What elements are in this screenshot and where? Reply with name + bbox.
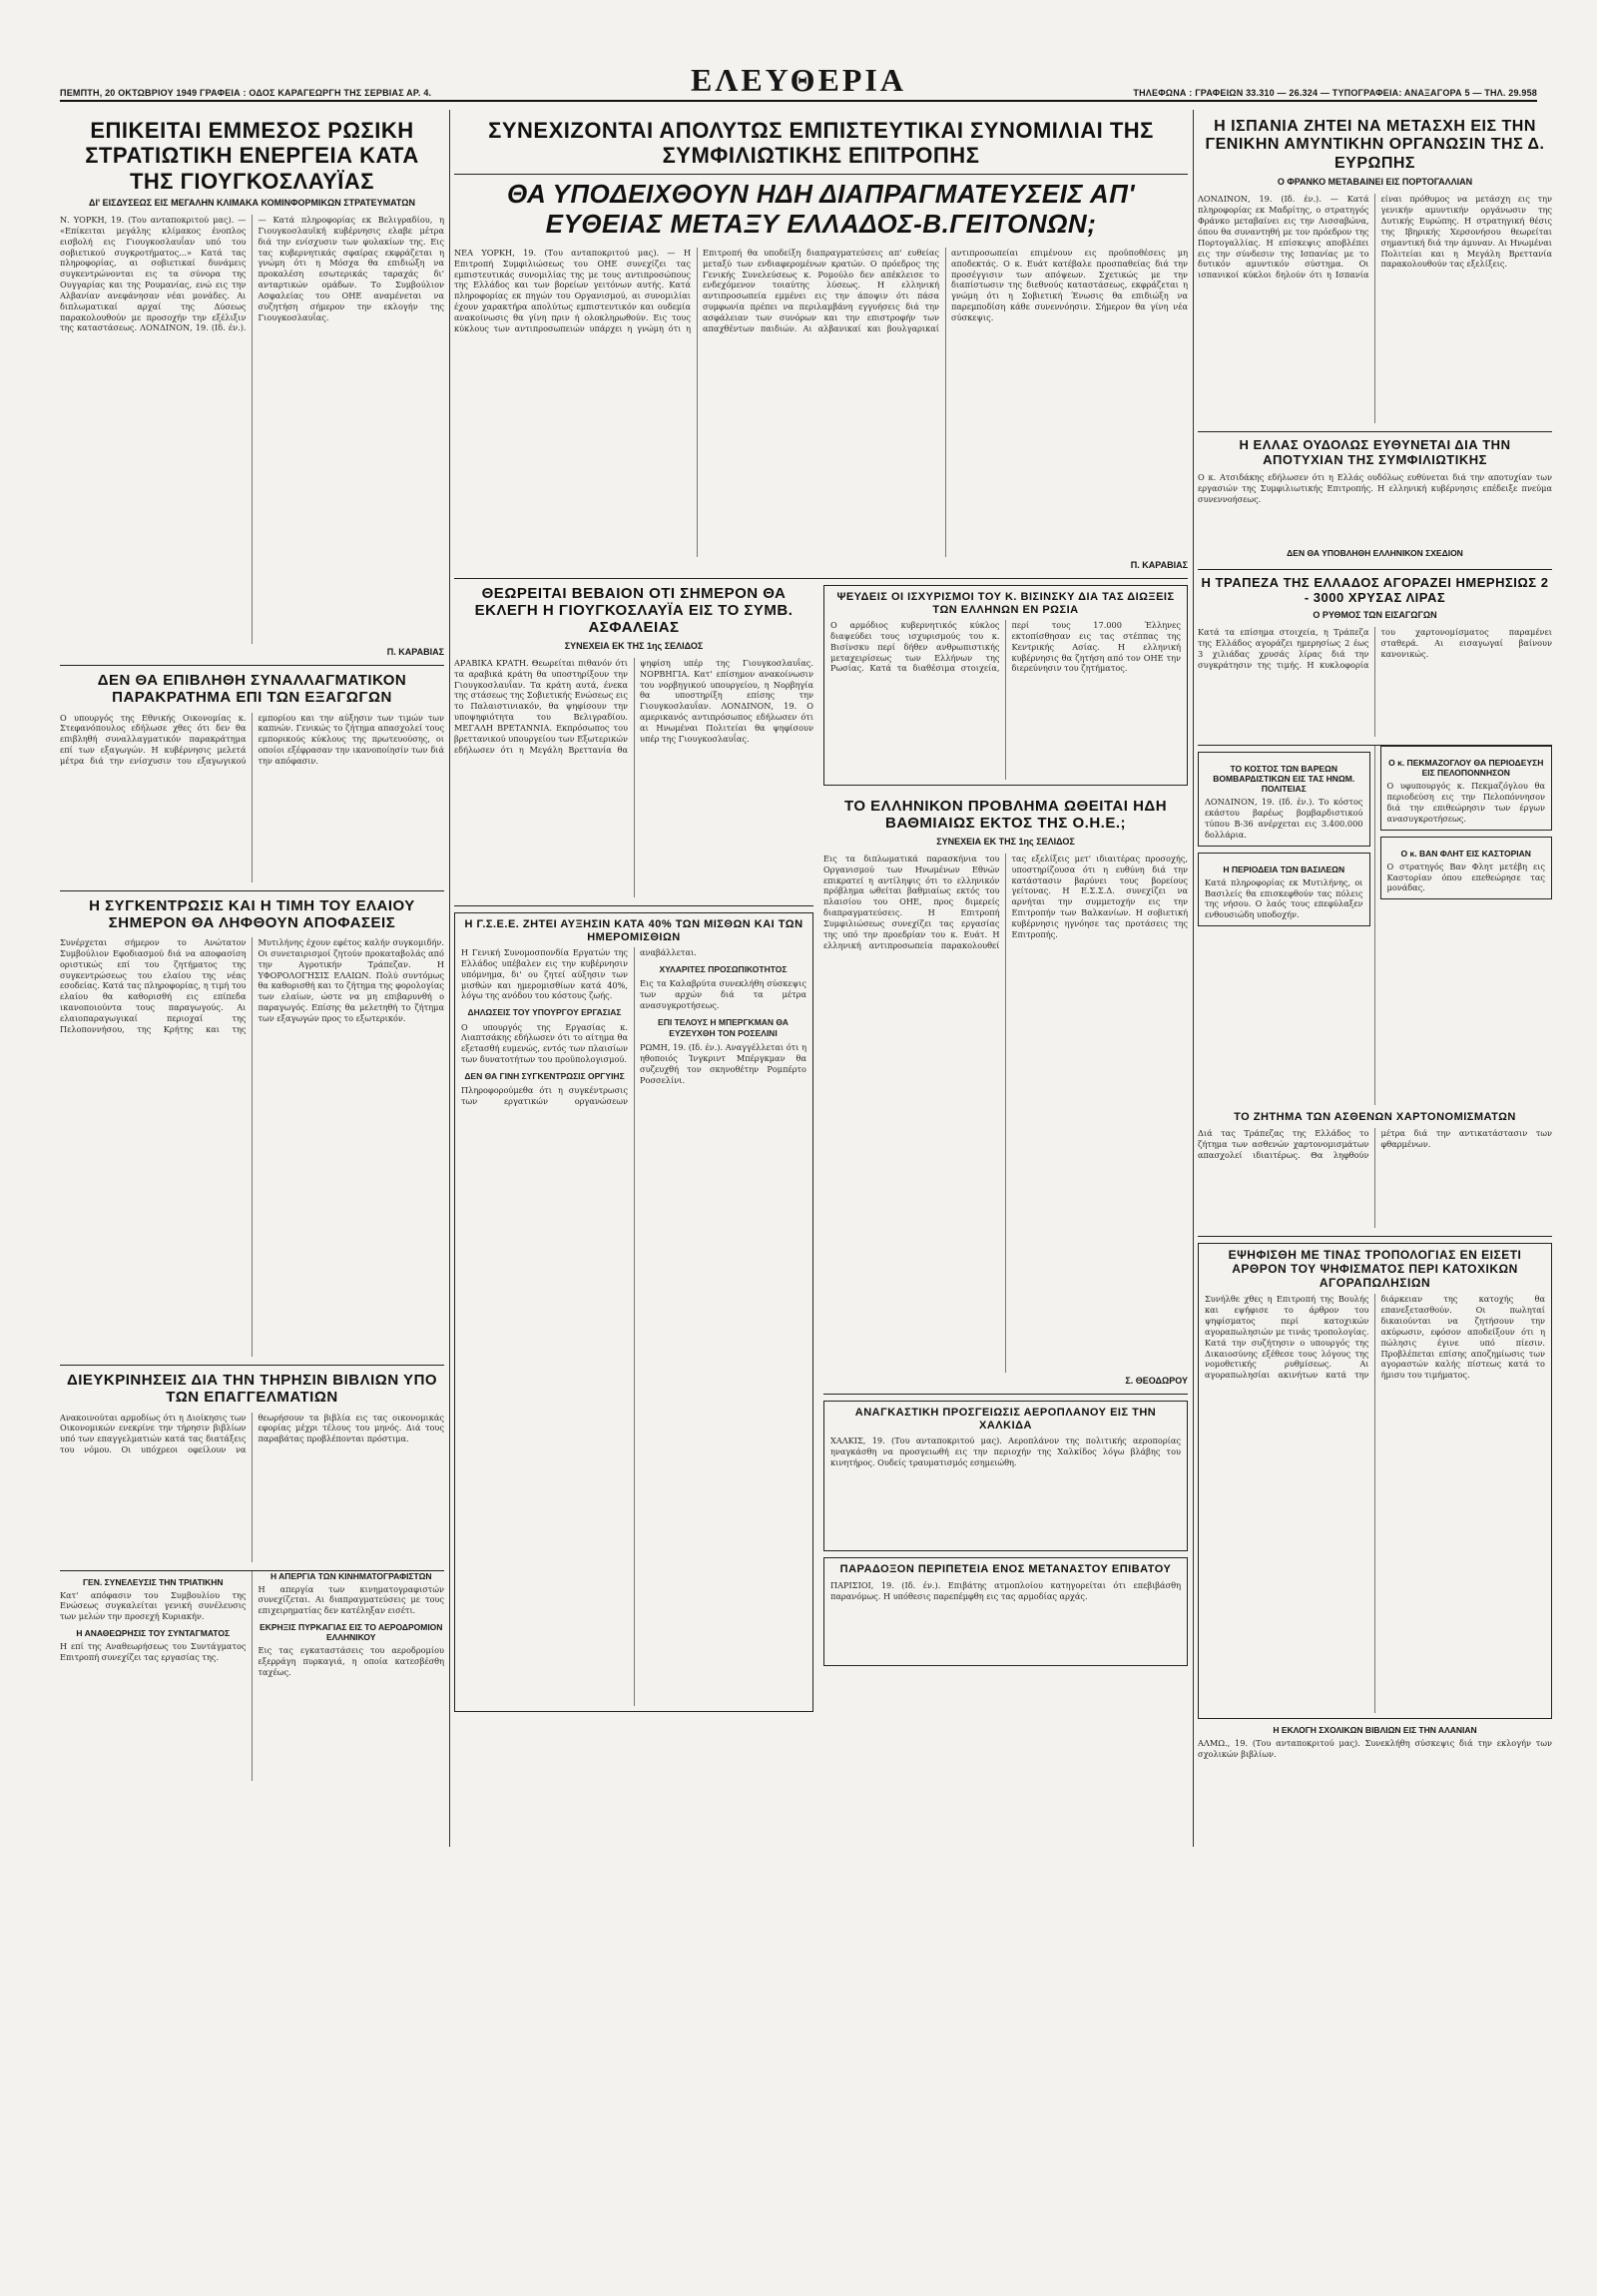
article-body: Ο στρατηγός Βαν Φλητ μετέβη εις Καστορίαν όπου επεθεώρησε τας μονάδας.: [1386, 861, 1545, 893]
article-headline: ΔΙΕΥΚΡΙΝΗΣΕΙΣ ΔΙΑ ΤΗΝ ΤΗΡΗΣΙΝ ΒΙΒΛΙΩΝ ΥΠΟ ΤΩΝ ΕΠΑΓΓΕΛΜΑΤΙΩΝ: [66, 1372, 438, 1407]
article-headline: ΠΑΡΑΔΟΞΟΝ ΠΕΡΙΠΕΤΕΙΑ ΕΝΟΣ ΜΕΤΑΝΑΣΤΟΥ ΕΠΙΒΑΤΟΥ: [839, 1563, 1172, 1576]
article-body: Διά τας Τράπεζας της Ελλάδος το ζήτημα των ασθενών χαρτονομισμάτων απασχολεί ιδιαιτέρως. Θα ληφθούν μέτρα διά την αντικατάστασιν των φθαρμένων.: [1198, 1128, 1552, 1160]
masthead: [60, 64, 1537, 102]
article-school-books: [1198, 1725, 1552, 1760]
brief-body: Η επί της Αναθεωρήσεως του Συντάγματος Επιτροπή συνεχίζει τας εργασίας της.: [60, 1641, 247, 1662]
article-body: Συνήλθε χθες η Επιτροπή της Βουλής και εψήφισε το άρθρον του ψηφίσματος περί κατοχικών αγοραπωλησιών με τινάς τροπολογίας. Κατά την συζήτησιν ο υπουργός της Δικαιοσύνης εξέθεσε τους λόγους της νομοθετικής ρυθμίσεως. Αι αγοραπωλησίαι ακινήτων κατά την διάρκειαν της κατοχής θα επανεξετασθούν. Οι πωληταί δικαιούνται να ζητήσουν την ακύρωσιν, εφόσον αποδείξουν ότι η πώλησις έγινε υπό πίεσιν. Προβλέπεται επίσης αποζημίωσις των αγοραστών καλής πίστεως κατά το ήμισυ του τιμήματος.: [1205, 1294, 1545, 1381]
article-headline: Η ΠΕΡΙΟΔΕΙΑ ΤΩΝ ΒΑΣΙΛΕΩΝ: [1223, 863, 1345, 874]
article-body: Κατά πληροφορίας εκ Μυτιλήνης, οι Βασιλείς θα επισκεφθούν τας πόλεις της νήσου. Ο λαός τους επεφύλαξεν ενθουσιώδη υποδοχήν.: [1205, 876, 1363, 920]
article-body: ΛΟΝΔΙΝΟΝ, 19. (Ιδ. έν.). — Κατά πληροφορίας εκ Μαδρίτης, ο στρατηγός Φράνκο μεταβαίνει εις την Λισσαβώνα, όπου θα συναντηθή με τον πρόεδρον της Πορτογαλλίας. Η επίσκεψις αποβλέπει εις την σύνδεσιν της Ισπανίας με το δυτικόν αμυντικόν σύστημα. Οι ισπανικοί κύκλοι δηλούν ότι η Ισπανία είναι πρόθυμος να μετάσχη εις την γενικήν αμυντικήν οργάνωσιν της Δυτικής Ευρώπης. Η στρατηγική θέσις της Ιβηρικής Χερσονήσου θεωρείται σημαντική διά την άμυναν. Αι Ηνωμέναι Πολιτείαι και η Μεγάλη Βρεττανία παρακολουθούν τας εξελίξεις.: [1198, 194, 1552, 281]
article-body: ΠΑΡΙΣΙΟΙ, 19. (Ιδ. έν.). Επιβάτης ατμοπλοίου κατηγορείται ότι επεβιβάσθη παρανόμως. Η υπόθεσις παρεπέμφθη εις τας αρμοδίας αρχάς.: [830, 1579, 1181, 1601]
article-body: Εις τα διπλωματικά παρασκήνια του Οργανισμού των Ηνωμένων Εθνών επικρατεί η αντίληψις ότι το ελληνικόν πρόβλημα ωθείται βαθμιαίως εκτός του πλαισίου του ΟΗΕ, προς διμερείς διαπραγματεύσεις. Η Επιτροπή Συμφιλιώσεως συνεχίζει τας εργασίας της υπό την προεδρίαν του κ. Ευάτ. Η ελληνική αντιπροσωπεία παρακολουθεί τας εξελίξεις μετ' ιδιαιτέρας προσοχής, υποστηρίζουσα ότι η ευθύνη διά την κατάστασιν βαρύνει τους βορείους γείτονας. Η Ε.Σ.Σ.Δ. συνεχίζει να αρνήται την συμμετοχήν εις την Επιτροπήν των Βαλκανίων. Η σοβιετική κυβέρνησις ηγνόησε τας προτάσεις της Επιτροπής.: [823, 853, 1188, 950]
center-column: [454, 112, 1188, 1849]
article-subheadline: Ο ΡΥΘΜΟΣ ΤΩΝ ΕΙΣΑΓΩΓΩΝ: [1313, 610, 1437, 621]
column-rule: [1193, 110, 1194, 1847]
lead-banner-headline: ΣΥΝΕΧΙΖΟΝΤΑΙ ΑΠΟΛΥΤΩΣ ΕΜΠΙΣΤΕΥΤΙΚΑΙ ΣΥΝΟΜΙΛΙΑΙ ΤΗΣ ΣΥΜΦΙΛΙΩΤΙΚΗΣ ΕΠΙΤΡΟΠΗΣ: [488, 118, 1154, 169]
lead-article: [454, 112, 1188, 579]
article-yugoslavia-council: [454, 579, 813, 906]
article-greek-problem: [823, 792, 1188, 1395]
divider: [454, 174, 1188, 176]
article-royal-tour: [1198, 853, 1370, 926]
article-vishinsky: [823, 585, 1188, 786]
brief-headline: Η ΑΠΕΡΓΙΑ ΤΩΝ ΚΙΝΗΜΑΤΟΓΡΑΦΙΣΤΩΝ: [269, 1570, 432, 1581]
lead-byline: Π. ΚΑΡΑΒΙΑΣ: [1130, 559, 1188, 570]
section-headline: ΕΠΙ ΤΕΛΟΥΣ Η ΜΠΕΡΓΚΜΑΝ ΘΑ ΕΥΖΕΥΧΘΗ ΤΟΝ ΡΟΣΕΛΙΝΙ: [658, 1016, 789, 1038]
article-headline: ΤΟ ΕΛΛΗΝΙΚΟΝ ΠΡΟΒΛΗΜΑ ΩΘΕΙΤΑΙ ΗΔΗ ΒΑΘΜΙΑΙΩΣ ΕΚΤΟΣ ΤΗΣ Ο.Η.Ε.;: [843, 798, 1168, 833]
article-headline: Η ΣΥΓΚΕΝΤΡΩΣΙΣ ΚΑΙ Η ΤΙΜΗ ΤΟΥ ΕΛΑΙΟΥ ΣΗΜΕΡΟΝ ΘΑ ΛΗΦΘΟΥΝ ΑΠΟΦΑΣΕΙΣ: [89, 896, 415, 931]
section-headline: ΔΕΝ ΘΑ ΥΠΟΒΛΗΘΗ ΕΛΛΗΝΙΚΟΝ ΣΧΕΔΙΟΝ: [1287, 548, 1463, 559]
article-migrant: [823, 1557, 1188, 1666]
lead-main-headline: ΘΑ ΥΠΟΔΕΙΧΘΟΥΝ ΗΔΗ ΔΙΑΠΡΑΓΜΑΤΕΥΣΕΙΣ ΑΠ' ΕΥΘΕΙΑΣ ΜΕΤΑΞΥ ΕΛΛΑΔΟΣ-Β.ΓΕΙΤΟΝΩΝ;: [506, 179, 1136, 239]
article-byline: Π. ΚΑΡΑΒΙΑΣ: [386, 647, 444, 658]
center-left-stack: [454, 579, 813, 1718]
article-headline: Η Γ.Σ.Ε.Ε. ΖΗΤΕΙ ΑΥΞΗΣΙΝ ΚΑΤΑ 40% ΤΩΝ ΜΙΣΘΩΝ ΚΑΙ ΤΩΝ ΗΜΕΡΟΜΙΣΘΙΩΝ: [464, 917, 803, 943]
article-body: Ν. ΥΟΡΚΗ, 19. (Του ανταποκριτού μας). — «Επίκειται μεγάλης κλίμακος ένοπλος εισβολή εις Γιουγκοσλαυΐαν υπό του σοβιετικού συγκροτήματος...» Κατά τας πληροφορίας, αι σοβιετικαί δυνάμεις συγκεντρώνονται εις τα σύνορα της Ουγγαρίας και της Ρουμανίας, ενώ εις την Αλβανίαν ανεφάνησαν νέαι μονάδες. Αι διπλωματικαί αρχαί της Δύσεως παρακολουθούν με προσοχήν την εξέλιξιν της καταστάσεως. ΛΟΝΔΙΝΟΝ, 19. (Ιδ. έν.). — Κατά πληροφορίας εκ Βελιγραδίου, η Γιουγκοσλαυϊκή κυβέρνησις ελαβε μέτρα διά την ενίσχυσιν των φυλακίων της. Εις τας κυβερνητικάς σφαίρας εκφράζεται η γνώμη ότι η Μόσχα θα επιδιώξη να προκαλέση εσωτερικάς ταραχάς δι' ανταρτικών ομάδων. Το Συμβούλιον Ασφαλείας του ΟΗΕ αναμένεται να συζητήση σήμερον την εκλογήν της Γιουγκοσλαυΐας.: [60, 215, 444, 333]
article-headline: ΕΠΙΚΕΙΤΑΙ ΕΜΜΕΣΟΣ ΡΩΣΙΚΗ ΣΤΡΑΤΙΩΤΙΚΗ ΕΝΕΡΓΕΙΑ ΚΑΤΑ ΤΗΣ ΓΙΟΥΓΚΟΣΛΑΥΪΑΣ: [85, 118, 419, 194]
article-body: ΑΛΜΩ., 19. (Του ανταποκριτού μας). Συνεκλήθη σύσκεψις διά την εκλογήν των σχολικών βιβλίων.: [1198, 1738, 1552, 1760]
article-headline: ΤΟ ΖΗΤΗΜΑ ΤΩΝ ΑΣΘΕΝΩΝ ΧΑΡΤΟΝΟΜΙΣΜΑΤΩΝ: [1234, 1111, 1516, 1124]
article-bombers: [1198, 752, 1370, 846]
masthead-date-address: ΠΕΜΠΤΗ, 20 ΟΚΤΩΒΡΙΟΥ 1949 ΓΡΑΦΕΙΑ : ΟΔΟΣ ΚΑΡΑΓΕΩΡΓΗ ΤΗΣ ΣΕΡΒΙΑΣ ΑΡ. 4.: [60, 88, 432, 98]
newspaper-title: ΕΛΕΥΘΕΡΙΑ: [691, 62, 906, 98]
article-body: Ο κ. Ατσιδάκης εδήλωσεν ότι η Ελλάς ουδόλως ευθύνεται διά την αποτυχίαν των εργασιών της Συμφιλιωτικής Επιτροπής. Η ελληνική κυβέρνησις επέδειξε πνεύμα συνεννοήσεως.: [1198, 472, 1552, 504]
article-headline: ΑΝΑΓΚΑΣΤΙΚΗ ΠΡΟΣΓΕΙΩΣΙΣ ΑΕΡΟΠΛΑΝΟΥ ΕΙΣ ΤΗΝ ΧΑΛΚΙΔΑ: [854, 1406, 1157, 1432]
center-lower: [454, 579, 1188, 1718]
article-body: ΛΟΝΔΙΝΟΝ, 19. (Ιδ. έν.). Το κόστος εκάστου βαρέως βομβαρδιστικού τύπου Β-36 ανέρχεται εις 3.400.000 δολλάρια.: [1205, 797, 1363, 840]
section-headline: ΧΥΛΑΡΙΤΕΣ ΠΡΟΣΩΠΙΚΟΤΗΤΟΣ: [659, 963, 788, 974]
left-column: [60, 112, 444, 1844]
article-body: Ο υπουργός της Εθνικής Οικονομίας κ. Στεφανόπουλος εδήλωσε χθες ότι δεν θα επιβληθή συναλλαγματικόν παρακράτημα επί των εξαγωγών. Η κυβέρνησις μελετά μέτρα διά την ενίσχυσιν του εξαγωγικού εμπορίου και την αύξησιν των τιμών των καπνών. Γενικώς το ζήτημα απασχολεί τους εμπορικούς κύκλους της πρωτευούσης, οι οποίοι εξέφρασαν την ικανοποίησίν των διά την απόφασιν.: [60, 712, 444, 766]
article-byline: Σ. ΘΕΟΔΩΡΟΥ: [1125, 1375, 1188, 1386]
article-headline: Ο κ. ΒΑΝ ΦΛΗΤ ΕΙΣ ΚΑΣΤΟΡΙΑΝ: [1400, 848, 1531, 859]
article-body-group: [461, 947, 806, 1706]
brief-body: Η απεργία των κινηματογραφιστών συνεχίζεται. Αι διαπραγματεύσεις με τους επιχειρηματίας δεν κατέληξαν εισέτι.: [258, 1583, 444, 1616]
article-headline: Η ΙΣΠΑΝΙΑ ΖΗΤΕΙ ΝΑ ΜΕΤΑΣΧΗ ΕΙΣ ΤΗΝ ΓΕΝΙΚΗΝ ΑΜΥΝΤΙΚΗΝ ΟΡΓΑΝΩΣΙΝ ΤΗΣ Δ. ΕΥΡΩΠΗΣ: [1205, 118, 1545, 172]
article-body: Ο αρμόδιος κυβερνητικός κύκλος διαψεύδει τους ισχυρισμούς του κ. Βισίνσκυ περί δήθεν ανθρωπιστικής μεταχειρίσεως των Ελλήνων της Ρωσίας. Κατά τα διαθέσιμα στοιχεία, περί τους 17.000 Έλληνες εκτοπίσθησαν εις τας στέππας της Κεντρικής Ασίας. Η ελληνική κυβέρνησις θα ζητήση από τον ΟΗΕ την διερεύνησιν του ζητήματος.: [830, 620, 1181, 674]
article-van-fleet: [1380, 837, 1553, 899]
article-spain: [1198, 112, 1552, 432]
section-headline: ΔΗΛΩΣΕΙΣ ΤΟΥ ΥΠΟΥΡΓΟΥ ΕΡΓΑΣΙΑΣ: [467, 1007, 622, 1018]
brief-body: Κατ' απόφασιν του Συμβουλίου της Ενώσεως συγκαλείται γενική συνέλευσις των μελών την προσεχή Κυριακήν.: [60, 1589, 247, 1622]
right-brief-boxes: [1198, 746, 1552, 1105]
article-headline: ΔΕΝ ΘΑ ΕΠΙΒΛΗΘΗ ΣΥΝΑΛΛΑΓΜΑΤΙΚΟΝ ΠΑΡΑΚΡΑΤΗΜΑ ΕΠΙ ΤΩΝ ΕΞΑΓΩΓΩΝ: [97, 672, 407, 707]
article-pekmazoglou: [1380, 746, 1553, 830]
article-body: Κατά τα επίσημα στοιχεία, η Τράπεζα της Ελλάδος αγοράζει ημερησίως 2 έως 3 χιλιάδας χρυσάς λίρας διά την συγκράτησιν της τιμής. Η κυκλοφορία του χαρτονομίσματος παραμένει σταθερά. Αι εισαγωγαί βαίνουν κανονικώς.: [1198, 627, 1552, 670]
article-olive-oil: [60, 891, 444, 1367]
article-bank-gold: [1198, 570, 1552, 746]
article-body: ΧΑΛΚΙΣ, 19. (Του ανταποκριτού μας). Αεροπλάνον της πολιτικής αεροπορίας ηναγκάσθη να προσγειωθή εις την περιοχήν της Χαλκίδος λόγω βλάβης του κινητήρος. Ουδείς τραυματισμός εσημειώθη.: [830, 1435, 1181, 1467]
article-gsee: [454, 912, 813, 1712]
article-body: Η Γενική Συνομοσπονδία Εργατών της Ελλάδος υπέβαλεν εις την κυβέρνησιν υπόμνημα, δι' ου ζητεί αύξησιν των μισθών και ημερομισθίων κατά 40%, λόγω της ανόδου του κόστους ζωής.: [461, 947, 628, 1001]
article-body: ΡΩΜΗ, 19. (Ιδ. έν.). Αναγγέλλεται ότι η ηθοποιός Ίνγκριντ Μπέργκμαν θα συζευχθή τον σκηνοθέτην Ρομπέρτο Ροσσελίνι.: [640, 1042, 806, 1085]
center-right-stack: [823, 579, 1188, 1718]
article-occupation-sales: [1198, 1243, 1552, 1719]
article-headline: ΕΨΗΦΙΣΘΗ ΜΕ ΤΙΝΑΣ ΤΡΟΠΟΛΟΓΙΑΣ ΕΝ ΕΙΣΕΤΙ ΑΡΘΡΟΝ ΤΟΥ ΨΗΦΙΣΜΑΤΟΣ ΠΕΡΙ ΚΑΤΟΧΙΚΩΝ ΑΓΟΡΑΠΩΛΗΣΙΩΝ: [1228, 1248, 1522, 1290]
article-body: Ο υπουργός της Εργασίας κ. Λιαπτσάκης εδήλωσεν ότι το αίτημα θα εξετασθή ευμενώς, εντός των πλαισίων των δυνατοτήτων του προϋπολογισμού.: [461, 1021, 628, 1064]
article-subheadline: ΔΙ' ΕΙΣΔΥΣΕΩΣ ΕΙΣ ΜΕΓΑΛΗΝ ΚΛΙΜΑΚΑ ΚΟΜΙΝΦΟΡΜΙΚΩΝ ΣΤΡΑΤΕΥΜΑΤΩΝ: [88, 197, 415, 208]
article-headline: ΨΕΥΔΕΙΣ ΟΙ ΙΣΧΥΡΙΣΜΟΙ ΤΟΥ Κ. ΒΙΣΙΝΣΚΥ ΔΙΑ ΤΑΣ ΔΙΩΞΕΙΣ ΤΩΝ ΕΛΛΗΝΩΝ ΕΝ ΡΩΣΙΑ: [836, 590, 1175, 616]
brief-headline: ΓΕΝ. ΣΥΝΕΛΕΥΣΙΣ ΤΗΝ ΤΡΙΑΤΙΚΗΝ: [82, 1576, 224, 1587]
article-greece-responsibility: [1198, 432, 1552, 570]
brief-headline: ΕΚΡΗΞΙΣ ΠΥΡΚΑΓΙΑΣ ΕΙΣ ΤΟ ΑΕΡΟΔΡΟΜΙΟΝ ΕΛΛΗΝΙΚΟΥ: [260, 1622, 443, 1643]
section-headline: ΔΕΝ ΘΑ ΓΙΝΗ ΣΥΓΚΕΝΤΡΩΣΙΣ ΟΡΓΥΙΗΣ: [464, 1070, 625, 1081]
article-body: Ο υφυπουργός κ. Πεκμαζόγλου θα περιοδεύση εις την Πελοπόννησον διά την επιθεώρησιν των έργων ανασυγκροτήσεως.: [1386, 781, 1545, 824]
article-chalkis: [823, 1401, 1188, 1551]
article-headline: ΘΕΩΡΕΙΤΑΙ ΒΕΒΑΙΟΝ ΟΤΙ ΣΗΜΕΡΟΝ ΘΑ ΕΚΛΕΓΗ Η ΓΙΟΥΓΚΟΣΛΑΥΪΑ ΕΙΣ ΤΟ ΣΥΜΒ. ΑΣΦΑΛΕΙΑΣ: [474, 584, 794, 637]
article-headline: Η ΤΡΑΠΕΖΑ ΤΗΣ ΕΛΛΑΔΟΣ ΑΓΟΡΑΖΕΙ ΗΜΕΡΗΣΙΩΣ 2 - 3000 ΧΡΥΣΑΣ ΛΙΡΑΣ: [1201, 575, 1549, 606]
article-body: Ανακοινούται αρμοδίως ότι η Διοίκησις των Οικονομικών ενεκρίνε την τήρησιν βιβλίων υπό των επαγγελματιών κατά τας διατάξεις του νόμου. Οι υπόχρεοι οφείλουν να θεωρήσουν τα βιβλία εις τας οικονομικάς εφορίας μέχρι τέλους του μηνός. Διά τους παραβάτας προβλέπονται πρόστιμα.: [60, 1412, 444, 1455]
article-banknotes: [1198, 1105, 1552, 1237]
article-headline: Ο κ. ΠΕΚΜΑΖΟΓΛΟΥ ΘΑ ΠΕΡΙΟΔΕΥΣΗ ΕΙΣ ΠΕΛΟΠΟΝΝΗΣΟΝ: [1388, 758, 1544, 779]
article-continuation: ΣΥΝΕΧΕΙΑ ΕΚ ΤΗΣ 1ης ΣΕΛΙΔΟΣ: [564, 640, 704, 651]
lead-body: ΝΕΑ ΥΟΡΚΗ, 19. (Του ανταποκριτού μας). — Η Επιτροπή Συμφιλιώσεως του ΟΗΕ συνεχίζει τας εμπιστευτικάς συνομιλίας της με τους αντιπροσώπους της Ελλάδος και των βορείων γειτόνων αυτής. Κατά πληροφορίας εκ πηγών του Οργανισμού, αι συνομιλίαι έχουν χαρακτήρα απολύτως εμπιστευτικόν και ουδεμία ανακοίνωσις θα γίνη πριν ή ολοκληρωθούν. Εις τους κύκλους των αντιπροσωπειών υπάρχει η γνώμη ότι η Επιτροπή θα υποδείξη διαπραγματεύσεις απ' ευθείας μεταξύ των ενδιαφερομένων κρατών. Ο πρόεδρος της Γενικής Συνελεύσεως κ. Ρομούλο δεν απέκλεισε το ενδεχόμενον τοιαύτης λύσεως. Η ελληνική αντιπροσωπεία εμμένει εις την άποψιν ότι πάσα συμφωνία πρέπει να περιλαμβάνη εγγυήσεις διά την ασφάλειαν των συνόρων και την επιστροφήν των απαχθέντων παιδιών. Αι αλβανικαί και βουλγαρικαί αντιπροσωπείαι επιμένουν εις προϋποθέσεις μη αποδεκτάς. Ο κ. Ευάτ κατέβαλε προσπαθείας διά την προσέγγισιν των απόψεων. Σχετικώς με την διαπίστωσιν της διεθνούς καταστάσεως, εκφράζεται η γνώμη ότι η Σοβιετική Ένωσις θα επιδιώξη να παρεμποδίση κάθε συνεννόησιν. Σήμερον θα γίνη νέα σύσκεψις.: [454, 247, 1188, 333]
article-body: Πληροφορούμεθα ότι η συγκέντρωσις των εργατικών οργανώσεων αναβάλλεται.: [461, 947, 697, 1106]
article-headline: Η ΕΛΛΑΣ ΟΥΔΟΛΩΣ ΕΥΘΥΝΕΤΑΙ ΔΙΑ ΤΗΝ ΑΠΟΤΥΧΙΑΝ ΤΗΣ ΣΥΜΦΙΛΙΩΤΙΚΗΣ: [1239, 437, 1511, 468]
article-body: Εις τα Καλαβρύτα συνεκλήθη σύσκεψις των αρχών διά τα μέτρα ανασυγκροτήσεως.: [640, 978, 806, 1010]
article-body: ΑΡΑΒΙΚΑ ΚΡΑΤΗ. Θεωρείται πιθανόν ότι τα αραβικά κράτη θα υποστηρίξουν την Γιουγκοσλαυΐαν. Τα κράτη αυτά, ένεκα της στάσεως της Σοβιετικής Ενώσεως εις το Παλαιστινιακόν, θα ψηφίσουν την υποψηφιότητα του Βελιγραδίου. ΜΕΓΑΛΗ ΒΡΕΤΑΝΝΙΑ. Εκπρόσωπος του βρεττανικού υπουργείου των Εξωτερικών εδήλωσεν ότι η Μεγάλη Βρεττανία θα ψηφίση υπέρ της Γιουγκοσλαυΐας. ΝΟΡΒΗΓΙΑ. Κατ' επίσημον ανακοίνωσιν του νορβηγικού υπουργείου, η Νορβηγία θα υποστηρίξη επίσης την Γιουγκοσλαυΐαν. ΛΟΝΔΙΝΟΝ, 19. Ο αμερικανός αντιπρόσωπος εδήλωσεν ότι αι Ηνωμέναι Πολιτείαι θα ψηφίσουν υπέρ της Γιουγκοσλαυΐας.: [454, 657, 813, 755]
masthead-phones: ΤΗΛΕΦΩΝΑ : ΓΡΑΦΕΙΩΝ 33.310 — 26.324 — ΤΥΠΟΓΡΑΦΕΙΑ: ΑΝΑΞΑΓΟΡΑ 5 — ΤΗΛ. 29.958: [1133, 88, 1537, 98]
article-headline: Η ΕΚΛΟΓΗ ΣΧΟΛΙΚΩΝ ΒΙΒΛΙΩΝ ΕΙΣ ΤΗΝ ΑΛΑΝΙΑΝ: [1273, 1725, 1477, 1736]
brief-items: [60, 1571, 444, 1781]
article-body: Συνέρχεται σήμερον το Ανώτατον Συμβούλιον Εφοδιασμού διά να αποφασίση οριστικώς επί του ζητήματος της συγκεντρώσεως του ελαίου της νέας εσοδείας. Κατά τας πληροφορίας, η τιμή του ελαίου θα καθορισθή εις επίπεδα ικανοποιούντα τους παραγωγούς. Αι ελαιοπαραγωγικαί περιοχαί της Πελοποννήσου, της Κρήτης και της Μυτιλήνης έχουν εφέτος καλήν συγκομιδήν. Οι συνεταιρισμοί ζητούν προκαταβολάς από την Αγροτικήν Τράπεζαν. Η ΥΦΟΡΟΛΟΓΗΣΙΣ ΕΛΑΙΩΝ. Πολύ συντόμως θα καθορισθή και το ζήτημα της φορολογίας των ελαίων, ώστε να μη επιβαρυνθή ο παραγωγός. Επίσης θα μελετηθή το ζήτημα των εξαγωγών προς το εξωτερικόν.: [60, 937, 444, 1034]
right-column: [1198, 112, 1552, 1849]
article-continuation: ΣΥΝΕΧΕΙΑ ΕΚ ΤΗΣ 1ης ΣΕΛΙΔΟΣ: [936, 836, 1075, 847]
article-subheadline: Ο ΦΡΑΝΚΟ ΜΕΤΑΒΑΙΝΕΙ ΕΙΣ ΠΟΡΤΟΓΑΛΛΙΑΝ: [1277, 177, 1473, 188]
article-exchange: [60, 666, 444, 891]
article-headline: ΤΟ ΚΟΣΤΟΣ ΤΩΝ ΒΑΡΕΩΝ ΒΟΜΒΑΡΔΙΣΤΙΚΩΝ ΕΙΣ ΤΑΣ ΗΝΩΜ. ΠΟΛΙΤΕΙΑΣ: [1213, 764, 1355, 795]
brief-headline: Η ΑΝΑΘΕΩΡΗΣΙΣ ΤΟΥ ΣΥΝΤΑΓΜΑΤΟΣ: [76, 1628, 231, 1639]
article-russian-action: [60, 112, 444, 666]
column-rule: [449, 110, 450, 1847]
article-books: [60, 1366, 444, 1571]
brief-body: Εις τας εγκαταστάσεις του αεροδρομίου εξερράγη πυρκαγιά, η οποία κατεσβέσθη ταχέως.: [258, 1645, 444, 1677]
